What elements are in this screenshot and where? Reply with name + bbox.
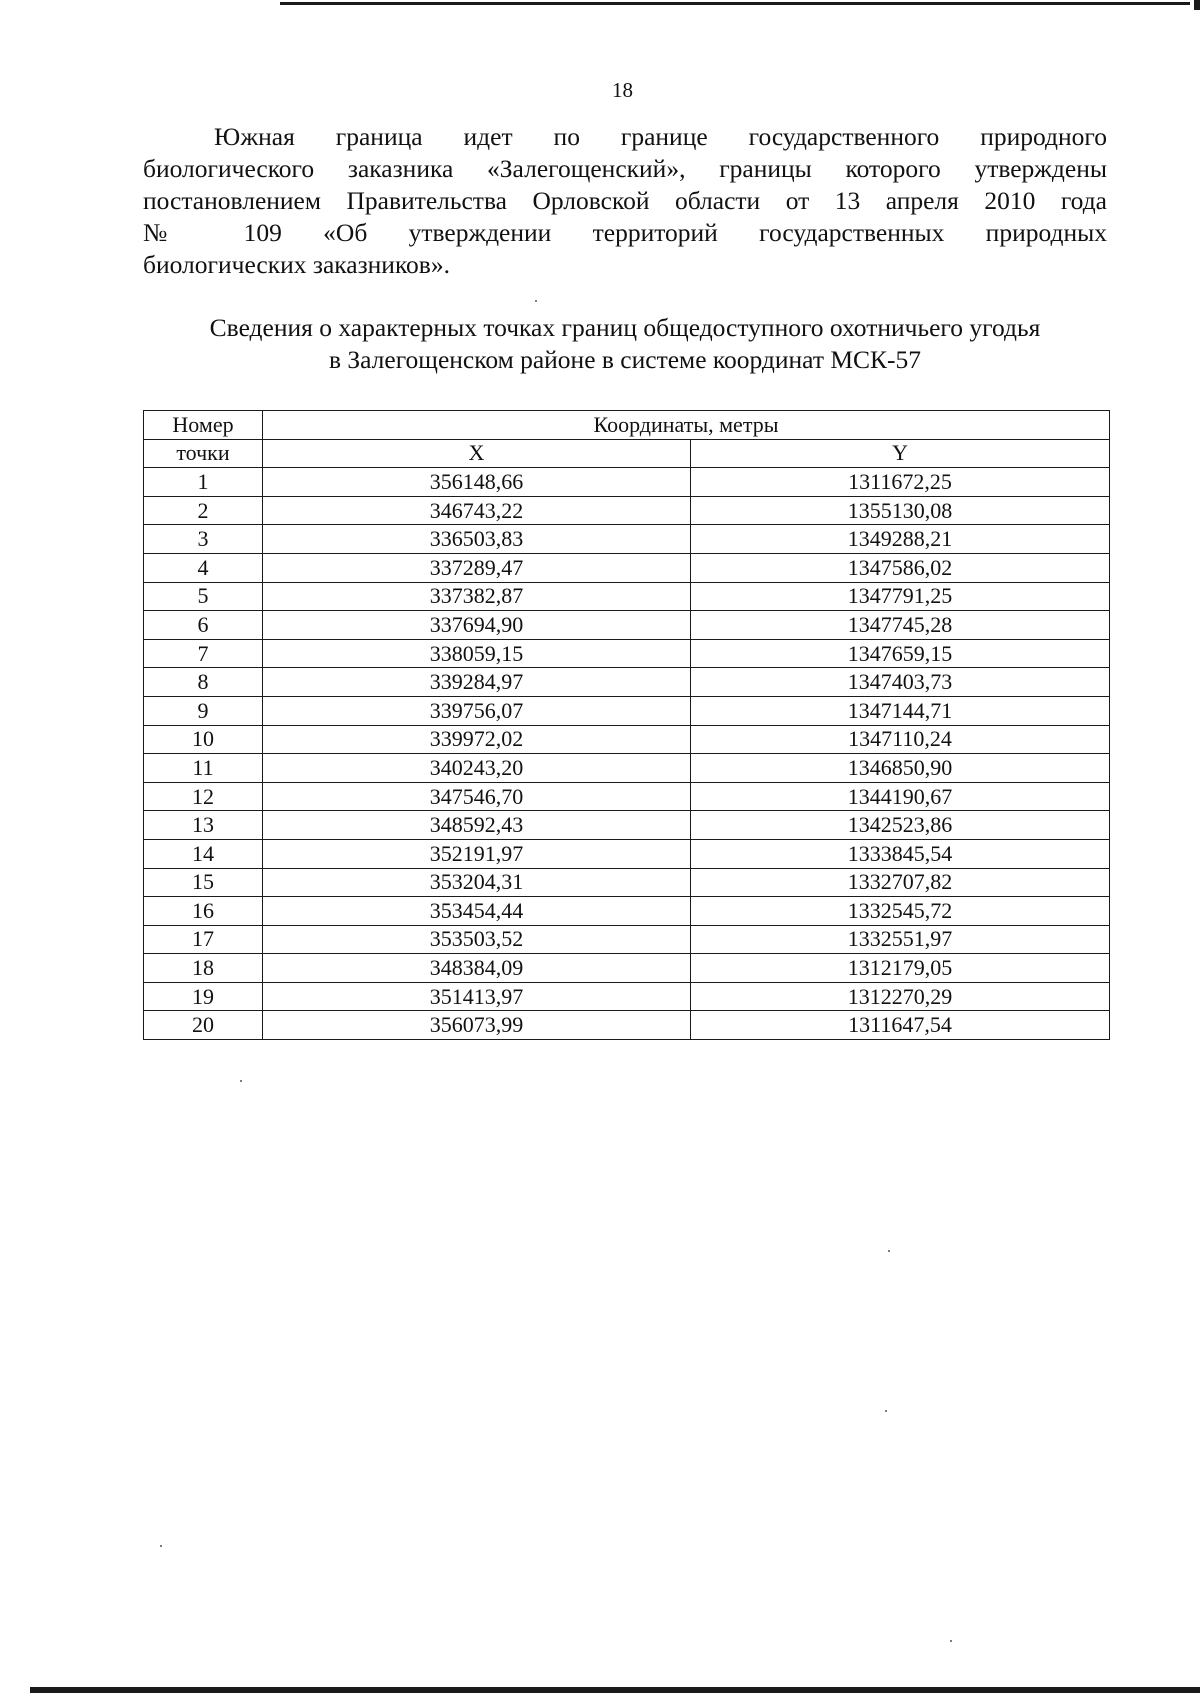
table-row: [144, 982, 1110, 1011]
table-row: [144, 639, 1110, 668]
cell-y: 1311647,54: [691, 1011, 1110, 1040]
cell-x: 348384,09: [263, 954, 691, 983]
cell-x: 337382,87: [263, 582, 691, 611]
cell-x: 356148,66: [263, 468, 691, 497]
cell-x: 337289,47: [263, 553, 691, 582]
table-header-row: [144, 439, 1110, 468]
cell-point-number: 17: [144, 925, 263, 954]
intro-line: № 109 «Об утверждении территорий государственных природных: [143, 218, 1107, 247]
cell-y: 1311672,25: [691, 468, 1110, 497]
header-x: X: [263, 439, 691, 468]
table-row: [144, 582, 1110, 611]
cell-y: 1355130,08: [691, 496, 1110, 525]
cell-x: 352191,97: [263, 839, 691, 868]
cell-point-number: 9: [144, 696, 263, 725]
cell-point-number: 1: [144, 468, 263, 497]
cell-x: 356073,99: [263, 1011, 691, 1040]
table-row: [144, 725, 1110, 754]
table-header-row: [144, 411, 1110, 440]
cell-x: 348592,43: [263, 811, 691, 840]
cell-y: 1332551,97: [691, 925, 1110, 954]
coordinates-table: [143, 410, 1110, 1040]
cell-y: 1346850,90: [691, 754, 1110, 783]
table-row: [144, 496, 1110, 525]
cell-y: 1312179,05: [691, 954, 1110, 983]
table-row: [144, 811, 1110, 840]
scan-speck: [950, 1640, 952, 1642]
header-y: Y: [691, 439, 1110, 468]
table-row: [144, 468, 1110, 497]
intro-line: биологического заказника «Залегощенский», границы которого утверждены: [143, 154, 1107, 183]
header-number-sub: точки: [144, 439, 263, 468]
table-row: [144, 782, 1110, 811]
table-row: [144, 1011, 1110, 1040]
cell-x: 353204,31: [263, 868, 691, 897]
scan-speck: [888, 1250, 890, 1252]
cell-point-number: 7: [144, 639, 263, 668]
table-row: [144, 954, 1110, 983]
scan-speck: [240, 1080, 242, 1082]
table-row: [144, 611, 1110, 640]
cell-point-number: 10: [144, 725, 263, 754]
table-row: [144, 868, 1110, 897]
cell-x: 336503,83: [263, 525, 691, 554]
page-number: 18: [612, 78, 633, 102]
intro-line: Южная граница идет по границе государственного природного: [214, 122, 1107, 151]
table-row: [144, 668, 1110, 697]
cell-x: 339284,97: [263, 668, 691, 697]
cell-x: 346743,22: [263, 496, 691, 525]
table-heading: [100, 312, 1150, 376]
scan-speck: [160, 1545, 162, 1547]
cell-x: 338059,15: [263, 639, 691, 668]
cell-y: 1347745,28: [691, 611, 1110, 640]
cell-point-number: 18: [144, 954, 263, 983]
cell-y: 1332545,72: [691, 897, 1110, 926]
table-heading-line: в Залегощенском районе в системе координат МСК-57: [328, 345, 922, 374]
cell-y: 1333845,54: [691, 839, 1110, 868]
cell-y: 1347586,02: [691, 553, 1110, 582]
scan-speck: [535, 300, 537, 302]
cell-x: 353454,44: [263, 897, 691, 926]
cell-x: 351413,97: [263, 982, 691, 1011]
cell-point-number: 4: [144, 553, 263, 582]
scan-border-bottom: [30, 1687, 1200, 1693]
cell-point-number: 3: [144, 525, 263, 554]
cell-y: 1347144,71: [691, 696, 1110, 725]
table-row: [144, 839, 1110, 868]
table-row: [144, 525, 1110, 554]
cell-point-number: 12: [144, 782, 263, 811]
cell-x: 353503,52: [263, 925, 691, 954]
table-row: [144, 696, 1110, 725]
table-row: [144, 553, 1110, 582]
cell-point-number: 15: [144, 868, 263, 897]
cell-y: 1349288,21: [691, 525, 1110, 554]
table-row: [144, 925, 1110, 954]
cell-x: 347546,70: [263, 782, 691, 811]
cell-y: 1347110,24: [691, 725, 1110, 754]
cell-y: 1332707,82: [691, 868, 1110, 897]
cell-y: 1347791,25: [691, 582, 1110, 611]
cell-y: 1347403,73: [691, 668, 1110, 697]
cell-x: 339756,07: [263, 696, 691, 725]
cell-y: 1312270,29: [691, 982, 1110, 1011]
cell-point-number: 20: [144, 1011, 263, 1040]
header-coordinates: Координаты, метры: [263, 411, 1110, 440]
cell-x: 337694,90: [263, 611, 691, 640]
cell-y: 1342523,86: [691, 811, 1110, 840]
cell-point-number: 6: [144, 611, 263, 640]
intro-paragraph: [143, 121, 1107, 281]
cell-point-number: 2: [144, 496, 263, 525]
cell-x: 339972,02: [263, 725, 691, 754]
table-row: [144, 754, 1110, 783]
cell-y: 1347659,15: [691, 639, 1110, 668]
table-row: [144, 897, 1110, 926]
cell-y: 1344190,67: [691, 782, 1110, 811]
scan-speck: [885, 1410, 887, 1412]
cell-point-number: 5: [144, 582, 263, 611]
intro-line: биологических заказников».: [143, 250, 450, 279]
scan-border-corner: [1194, 0, 1200, 10]
cell-point-number: 13: [144, 811, 263, 840]
cell-point-number: 8: [144, 668, 263, 697]
scan-border-top: [280, 2, 1190, 5]
intro-line: постановлением Правительства Орловской области от 13 апреля 2010 года: [143, 186, 1107, 215]
cell-point-number: 14: [144, 839, 263, 868]
table-heading-line: Сведения о характерных точках границ общедоступного охотничьего угодья: [209, 313, 1041, 342]
cell-point-number: 11: [144, 754, 263, 783]
header-number: Номер: [144, 411, 263, 440]
cell-x: 340243,20: [263, 754, 691, 783]
cell-point-number: 19: [144, 982, 263, 1011]
table-body: [144, 468, 1110, 1040]
cell-point-number: 16: [144, 897, 263, 926]
